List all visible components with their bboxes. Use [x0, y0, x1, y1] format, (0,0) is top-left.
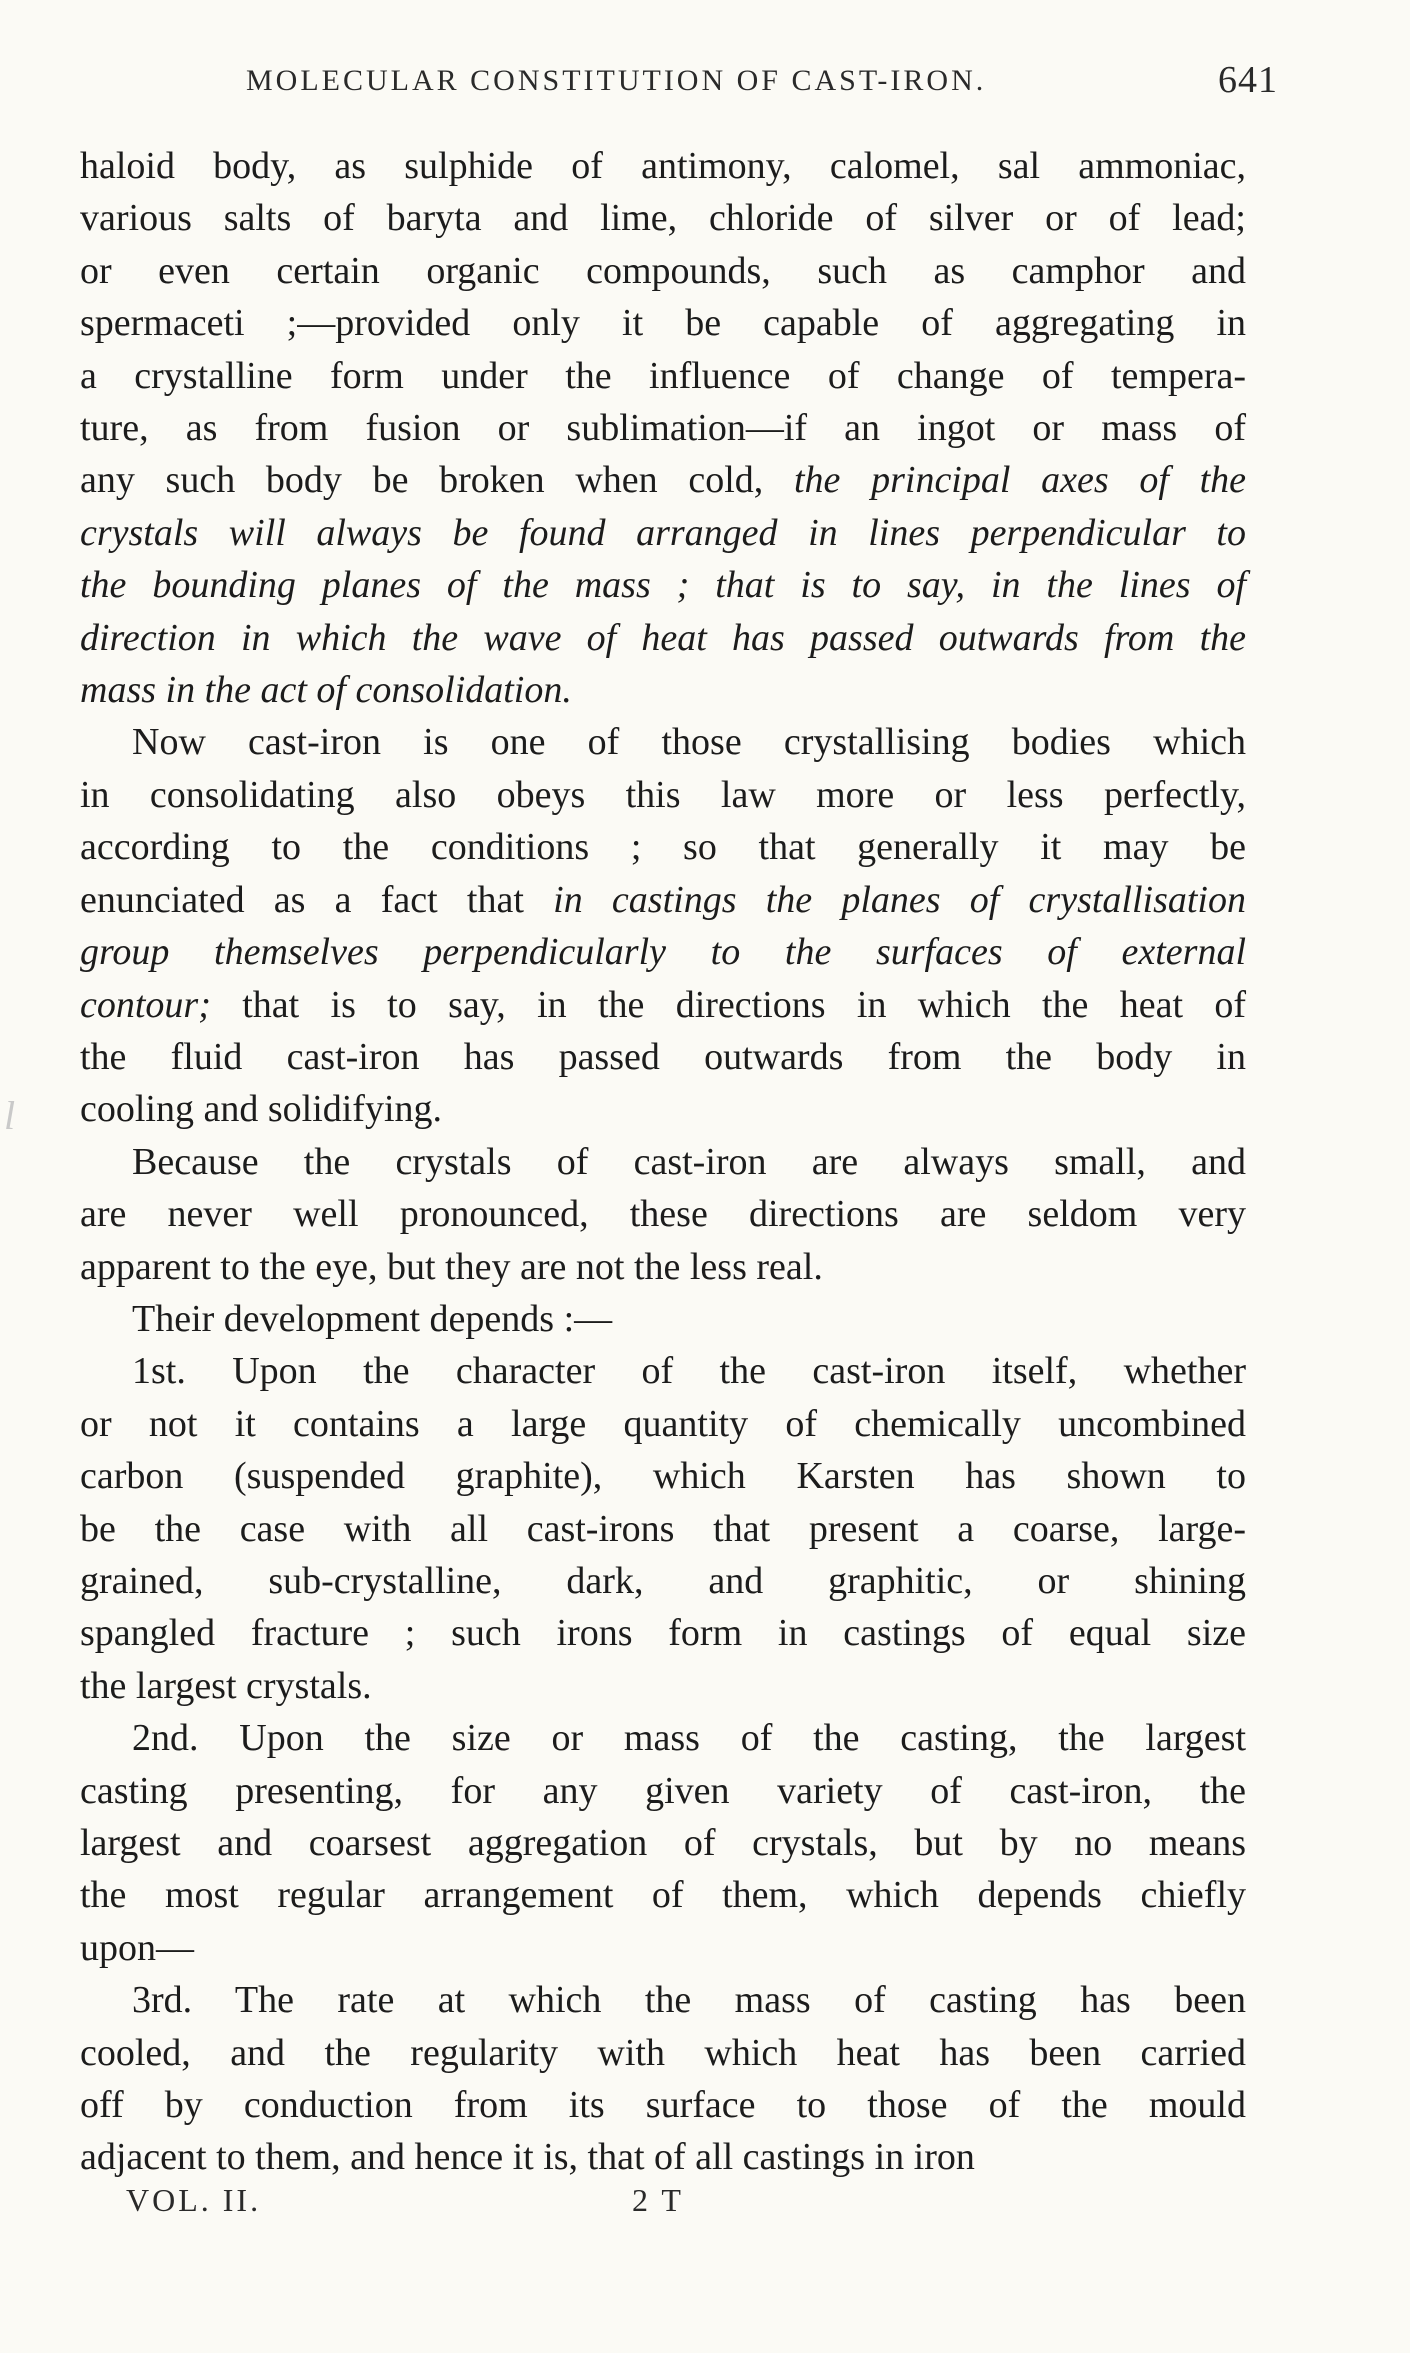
text-line — [80, 1450, 1246, 1502]
text-line — [80, 245, 1246, 297]
text-line — [80, 1503, 1246, 1555]
text-line — [80, 2027, 1246, 2079]
text-line — [80, 1398, 1246, 1450]
text-segment: according to the conditions ; so that generally it may be — [80, 826, 1246, 869]
body-text — [80, 140, 1246, 2184]
text-segment: that is to say, in the directions in which the heat of — [210, 983, 1246, 1026]
text-line — [80, 874, 1246, 926]
text-line — [80, 140, 1246, 192]
italic-segment: direction in which the wave of heat has passed outwards from the — [80, 616, 1246, 659]
text-line — [80, 769, 1246, 821]
text-segment: casting presenting, for any given variety of cast-iron, the — [80, 1769, 1246, 1812]
text-segment: cooling and solidifying. — [80, 1088, 443, 1131]
text-line — [80, 1660, 1246, 1712]
text-segment: Their development depends :— — [132, 1297, 613, 1340]
text-line — [80, 1765, 1246, 1817]
text-segment: 1st. Upon the character of the cast-iron itself, whether — [132, 1350, 1246, 1393]
text-segment: enunciated as a fact that — [80, 878, 554, 921]
text-segment: largest and coarsest aggregation of crystals, but by no means — [80, 1822, 1246, 1864]
text-line — [80, 1188, 1246, 1240]
text-line — [80, 1974, 1246, 2026]
text-line — [80, 507, 1246, 559]
italic-segment: group themselves perpendicularly to the surfaces of external — [80, 931, 1246, 974]
text-segment: ture, as from fusion or sublimation—if an ingot or mass of — [80, 407, 1246, 450]
text-segment: 2nd. Upon the size or mass of the casting, the largest — [132, 1717, 1246, 1760]
text-segment: grained, sub-crystalline, dark, and graphitic, or shining — [80, 1559, 1246, 1602]
text-segment: be the case with all cast-irons that present a coarse, large- — [80, 1507, 1246, 1550]
text-segment: various salts of baryta and lime, chloride of silver or of lead; — [80, 197, 1246, 240]
text-line — [80, 454, 1246, 506]
italic-segment: crystals will always be found arranged in lines perpendicular to — [80, 511, 1246, 554]
running-title: MOLECULAR CONSTITUTION OF CAST-IRON. — [246, 64, 987, 97]
text-line — [80, 926, 1246, 978]
text-line — [80, 1083, 1246, 1135]
italic-segment: the bounding planes of the mass ; that is to say, in the lines of — [80, 564, 1246, 607]
page-footer — [126, 2182, 826, 2219]
text-line — [80, 1555, 1246, 1607]
signature-mark: 2 T — [632, 2182, 684, 2218]
text-segment: Now cast-iron is one of those crystallising bodies which — [132, 721, 1246, 764]
text-line — [80, 612, 1246, 664]
text-line — [80, 1293, 1246, 1345]
text-segment: haloid body, as sulphide of antimony, calomel, sal ammoniac, — [80, 145, 1246, 187]
text-line — [80, 1241, 1246, 1293]
text-segment: adjacent to them, and hence it is, that of all castings in iron — [80, 2136, 975, 2179]
margin-pencil-mark: l — [4, 1093, 16, 1138]
text-segment: the largest crystals. — [80, 1664, 372, 1707]
text-line — [80, 1136, 1246, 1188]
text-segment: the fluid cast-iron has passed outwards from the body in — [80, 1035, 1246, 1078]
text-segment: spermaceti ;—provided only it be capable of aggregating in — [80, 302, 1246, 345]
text-line — [80, 1607, 1246, 1659]
italic-segment: in castings the planes of crystallisation — [553, 878, 1246, 921]
text-segment: the most regular arrangement of them, which depends chiefly — [80, 1874, 1246, 1917]
text-line — [80, 2131, 1246, 2183]
text-line — [80, 664, 1246, 716]
text-line — [80, 350, 1246, 402]
text-segment: are never well pronounced, these directions are seldom very — [80, 1193, 1246, 1236]
text-line — [80, 1712, 1246, 1764]
text-line — [80, 716, 1246, 768]
text-line — [80, 1869, 1246, 1921]
text-segment: upon— — [80, 1926, 194, 1969]
text-segment: any such body be broken when cold, — [80, 459, 794, 502]
text-segment: 3rd. The rate at which the mass of casting has been — [132, 1979, 1246, 2022]
page-number: 641 — [1218, 59, 1278, 101]
italic-segment: the principal axes of the — [793, 459, 1246, 502]
text-line — [80, 402, 1246, 454]
text-segment: or not it contains a large quantity of chemically uncombined — [80, 1402, 1246, 1445]
volume-label: VOL. II. — [126, 2182, 262, 2218]
italic-segment: contour; — [80, 983, 211, 1026]
text-line — [80, 979, 1246, 1031]
text-segment: spangled fracture ; such irons form in castings of equal size — [80, 1612, 1246, 1655]
text-line — [80, 1031, 1246, 1083]
text-line — [80, 2079, 1246, 2131]
text-segment: carbon (suspended graphite), which Karsten has shown to — [80, 1455, 1246, 1498]
text-segment: Because the crystals of cast-iron are always small, and — [132, 1140, 1246, 1183]
text-line — [80, 821, 1246, 873]
text-line — [80, 1817, 1246, 1869]
text-segment: or even certain organic compounds, such as camphor and — [80, 249, 1246, 292]
text-segment: apparent to the eye, but they are not the less real. — [80, 1245, 823, 1288]
text-segment: in consolidating also obeys this law more or less perfectly, — [80, 773, 1246, 816]
text-line — [80, 1345, 1246, 1397]
text-line — [80, 297, 1246, 349]
text-segment: cooled, and the regularity with which heat has been carried — [80, 2031, 1246, 2074]
text-segment: off by conduction from its surface to those of the mould — [80, 2084, 1246, 2127]
text-line — [80, 192, 1246, 244]
italic-segment: mass in the act of consolidation. — [80, 669, 572, 712]
text-segment: a crystalline form under the influence of change of tempera- — [80, 354, 1246, 397]
text-line — [80, 559, 1246, 611]
text-line — [80, 1922, 1246, 1974]
